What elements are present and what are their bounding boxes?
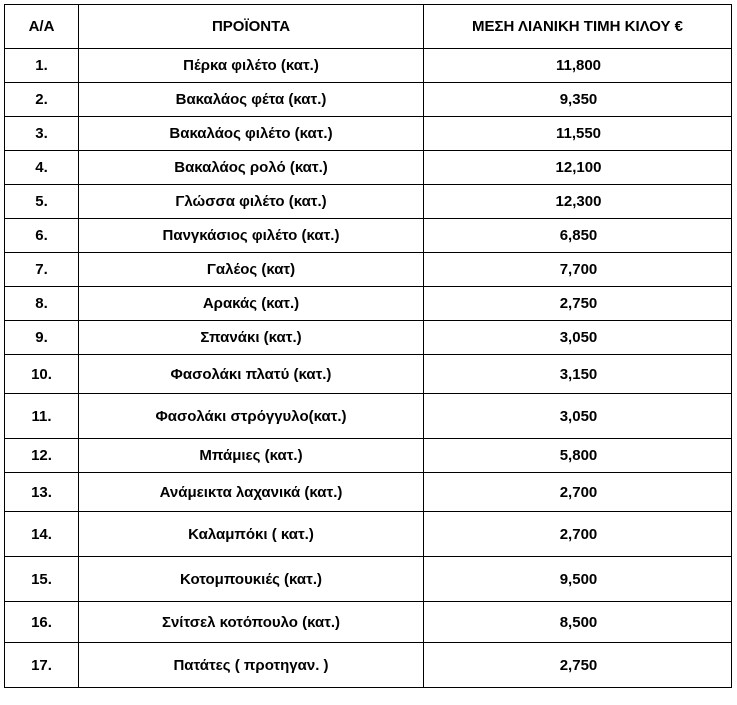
row-product: Πανγκάσιος φιλέτο (κατ.) [79,219,424,253]
header-num: Α/Α [5,5,79,49]
row-price: 11,550 [424,117,732,151]
row-num: 17. [5,643,79,688]
table-row [5,253,732,287]
row-price: 2,700 [424,473,732,512]
row-num: 10. [5,355,79,394]
row-num: 3. [5,117,79,151]
row-product: Αρακάς (κατ.) [79,287,424,321]
table-row [5,602,732,643]
row-num: 5. [5,185,79,219]
row-product: Σπανάκι (κατ.) [79,321,424,355]
row-product: Φασολάκι στρόγγυλο(κατ.) [79,394,424,439]
row-price: 11,800 [424,49,732,83]
row-price: 3,050 [424,321,732,355]
row-num: 8. [5,287,79,321]
price-table [4,4,732,688]
header-price: ΜΕΣΗ ΛΙΑΝΙΚΗ ΤΙΜΗ ΚΙΛΟΥ € [424,5,732,49]
row-num: 4. [5,151,79,185]
table-row [5,473,732,512]
row-price: 9,500 [424,557,732,602]
table-row [5,643,732,688]
row-product: Μπάμιες (κατ.) [79,439,424,473]
row-price: 2,750 [424,287,732,321]
row-product: Φασολάκι πλατύ (κατ.) [79,355,424,394]
row-price: 12,300 [424,185,732,219]
row-product: Κοτομπουκιές (κατ.) [79,557,424,602]
table-row [5,151,732,185]
row-product: Σνίτσελ κοτόπουλο (κατ.) [79,602,424,643]
row-product: Γαλέος (κατ) [79,253,424,287]
table-row [5,439,732,473]
table-row [5,394,732,439]
row-price: 3,050 [424,394,732,439]
row-product: Καλαμπόκι ( κατ.) [79,512,424,557]
row-product: Γλώσσα φιλέτο (κατ.) [79,185,424,219]
table-row [5,557,732,602]
row-price: 2,750 [424,643,732,688]
row-num: 12. [5,439,79,473]
table-row [5,512,732,557]
row-price: 8,500 [424,602,732,643]
row-price: 6,850 [424,219,732,253]
row-num: 13. [5,473,79,512]
row-num: 11. [5,394,79,439]
table-row [5,49,732,83]
row-product: Βακαλάος φιλέτο (κατ.) [79,117,424,151]
row-price: 2,700 [424,512,732,557]
table-row [5,83,732,117]
row-num: 6. [5,219,79,253]
row-product: Βακαλάος ρολό (κατ.) [79,151,424,185]
row-price: 3,150 [424,355,732,394]
row-price: 12,100 [424,151,732,185]
table-row [5,117,732,151]
row-product: Πατάτες ( προτηγαν. ) [79,643,424,688]
table-row [5,321,732,355]
table-row [5,219,732,253]
row-num: 15. [5,557,79,602]
header-row [5,5,732,49]
row-num: 16. [5,602,79,643]
row-product: Ανάμεικτα λαχανικά (κατ.) [79,473,424,512]
row-price: 9,350 [424,83,732,117]
row-num: 2. [5,83,79,117]
header-product: ΠΡΟΪΟΝΤΑ [79,5,424,49]
row-product: Πέρκα φιλέτο (κατ.) [79,49,424,83]
table-row [5,185,732,219]
row-price: 5,800 [424,439,732,473]
row-num: 7. [5,253,79,287]
table-row [5,287,732,321]
row-price: 7,700 [424,253,732,287]
row-num: 14. [5,512,79,557]
row-num: 1. [5,49,79,83]
table-row [5,355,732,394]
row-num: 9. [5,321,79,355]
row-product: Βακαλάος φέτα (κατ.) [79,83,424,117]
